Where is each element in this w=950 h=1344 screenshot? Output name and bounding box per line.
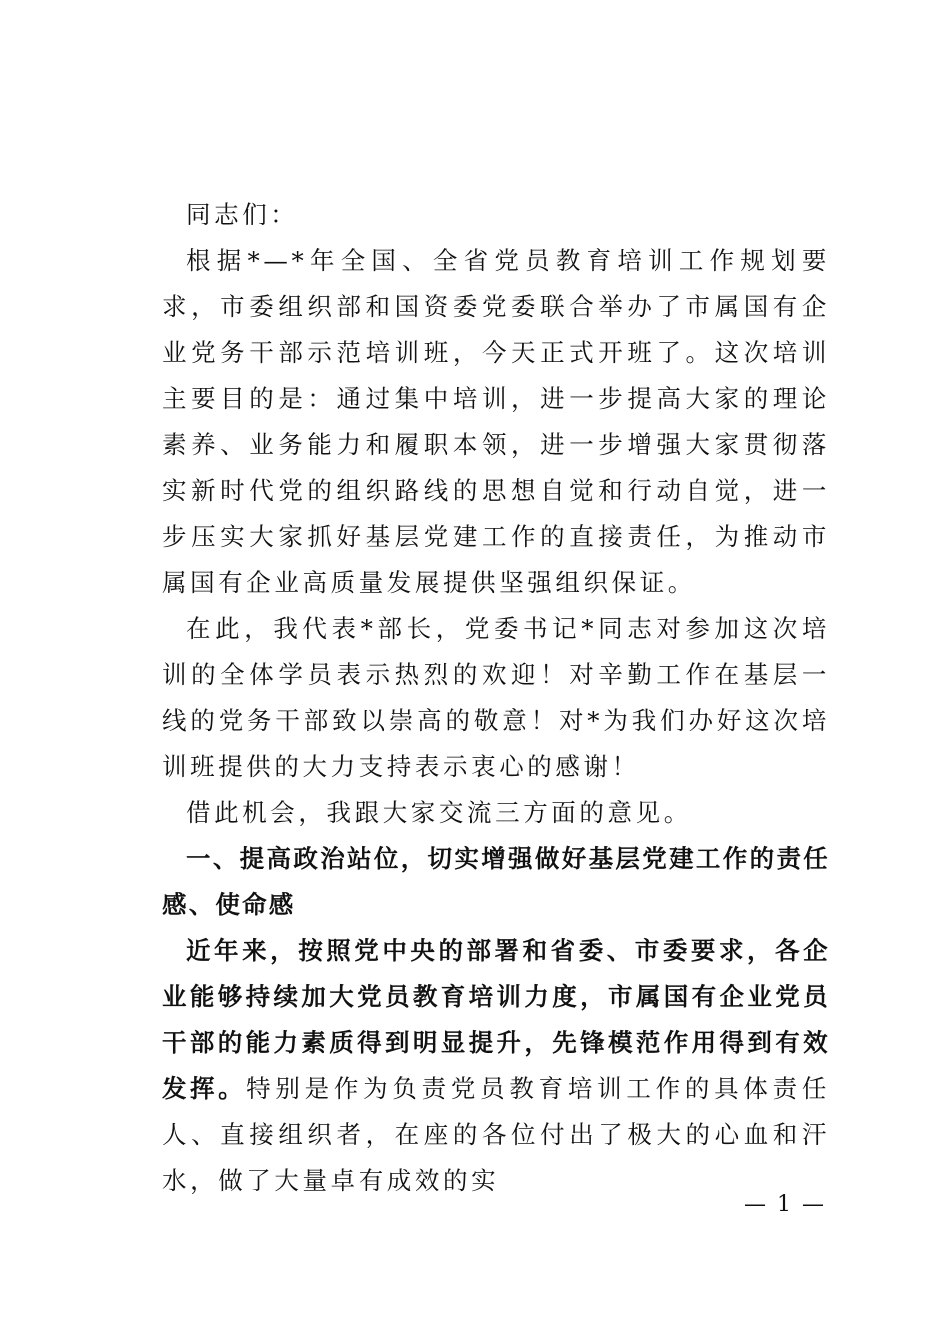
section-heading-1: 一、提高政治站位，切实增强做好基层党建工作的责任感、使命感 bbox=[162, 844, 830, 919]
paragraph-welcome: 在此，我代表*部长，党委书记*同志对参加这次培训的全体学员表示热烈的欢迎！对辛勤工作在基层一线的党务干部致以崇高的敬意！对*为我们办好这次培训班提供的大力支持表示衷心的感谢！ bbox=[162, 614, 830, 781]
page-number: — 1 — bbox=[744, 1192, 826, 1217]
section-1-rest: 特别是作为负责党员教育培训工作的具体责任人、直接组织者，在座的各位付出了极大的心血和汗水，做了大量卓有成效的实 bbox=[162, 1074, 831, 1195]
paragraph-transition: 借此机会，我跟大家交流三方面的意见。 bbox=[186, 798, 692, 827]
document-body bbox=[162, 192, 830, 1204]
section-1-paragraph bbox=[162, 928, 830, 1204]
paragraph-purpose: 根据*—*年全国、全省党员教育培训工作规划要求，市委组织部和国资委党委联合举办了市属国有企业党务干部示范培训班，今天正式开班了。这次培训主要目的是：通过集中培训，进一步提高大家的理论素养、业务能力和履职本领，进一步增强大家贯彻落实新时代党的组织路线的思想自觉和行动自觉，进一步压实大家抓好基层党建工作的直接责任，为推动市属国有企业高质量发展提供坚强组织保证。 bbox=[162, 246, 830, 597]
section-1-bold-lead: 近年来，按照党中央的部署和省委、市委要求，各企业能够持续加大党员教育培训力度，市属国有企业党员干部的能力素质得到明显提升，先锋模范作用得到有效发挥。 bbox=[162, 936, 830, 1103]
salutation: 同志们： bbox=[186, 200, 299, 229]
